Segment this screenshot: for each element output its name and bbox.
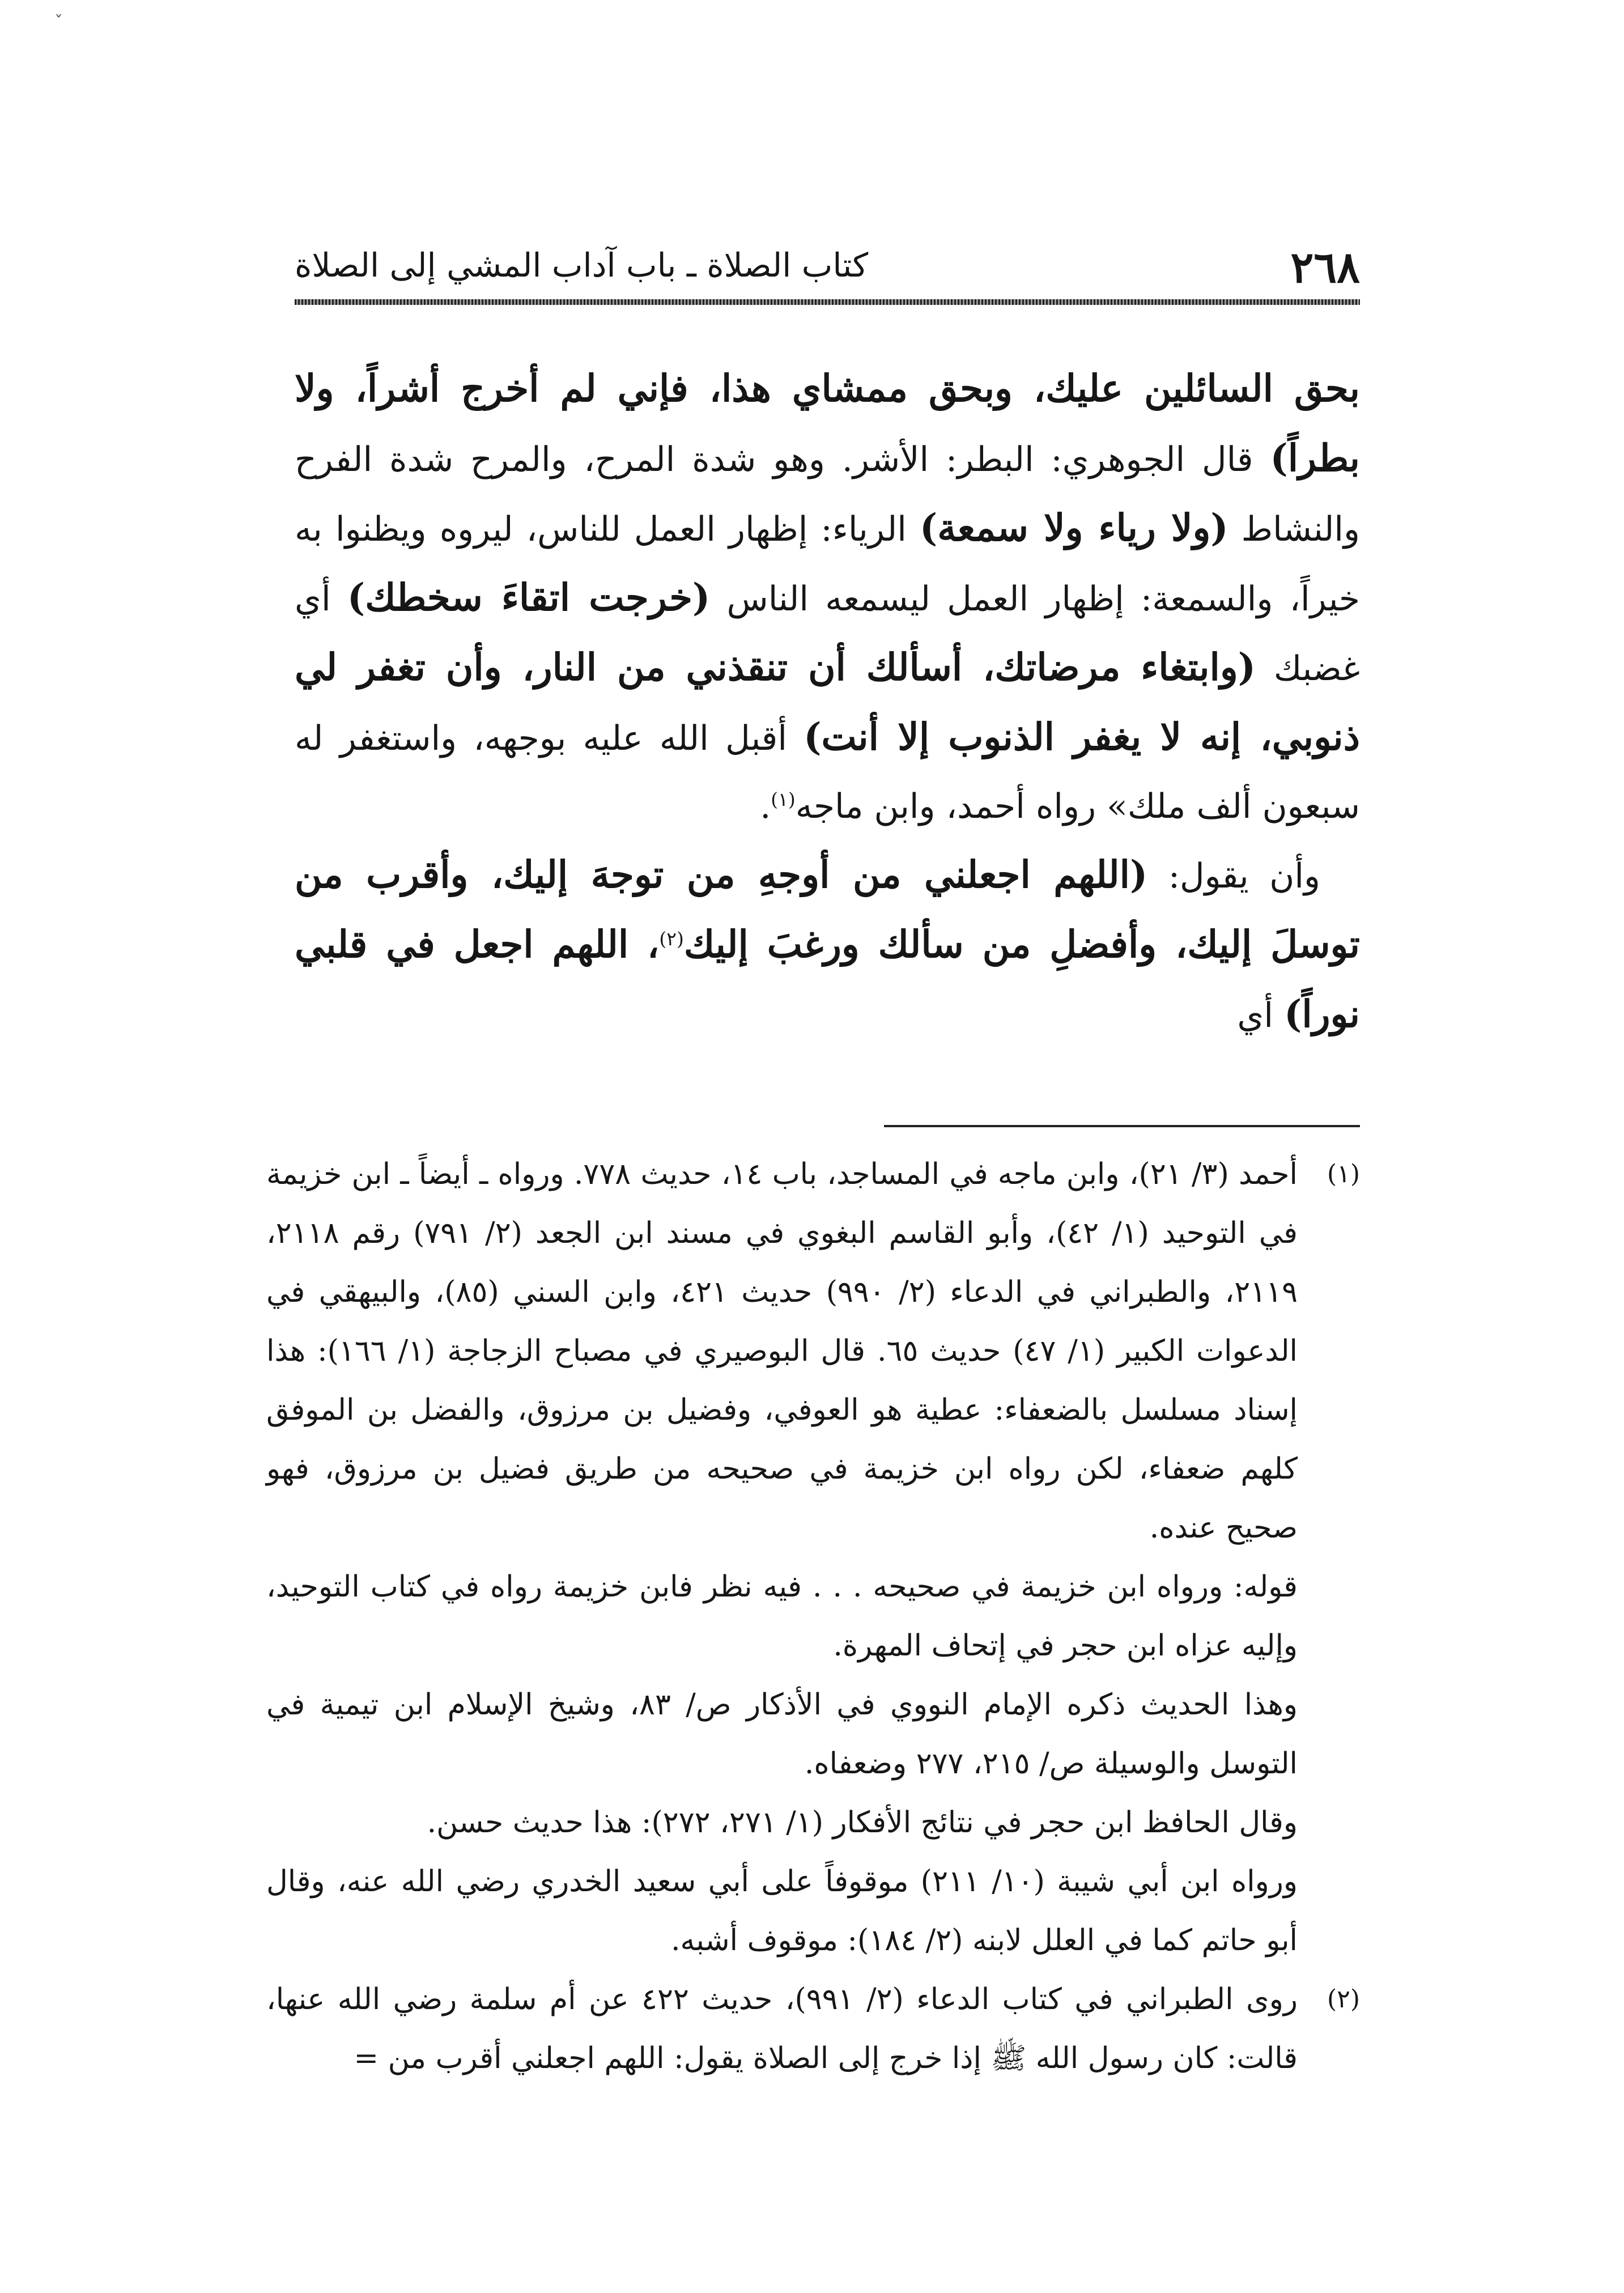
main-text: [295, 354, 1360, 1050]
scan-corner-mark: ˇ: [54, 12, 63, 32]
commentary-text: أقبل الله عليه بوجهه، واستغفر له سبعون ألف ملك» رواه أحمد، وابن ماجه: [295, 719, 1360, 826]
footnote-1: [266, 1145, 1360, 1970]
commentary-text: الرياء: إظهار العمل للناس، ليروه ويظنوا به خيراً، والسمعة: إظهار العمل ليسمعه الناس: [295, 509, 1361, 619]
footnote-paragraph: أحمد (٣/ ٢١)، وابن ماجه في المساجد، باب ١٤، حديث ٧٧٨. ورواه ـ أيضاً ـ ابن خزيمة في التوحيد (١/ ٤٢)، وأبو القاسم البغوي في مسند ابن الجعد (٢/ ٧٩١) رقم ٢١١٨، ٢١١٩، والطبراني في الدعاء (٢/ ٩٩٠) حديث ٤٢١، وابن السني (٨٥)، والبيهقي في الدعوات الكبير (١/ ٤٧) حديث ٦٥. قال البوصيري في مصباح الزجاجة (١/ ١٦٦): هذا إسناد مسلسل بالضعفاء: عطية هو العوفي، وفضيل بن مرزوق، والفضل بن الموفق كلهم ضعفاء، لكن رواه ابن خزيمة في صحيحه من طريق فضيل بن مرزوق، فهو صحيح عنده.: [266, 1157, 1298, 1545]
footnote-ref[interactable]: (٢): [659, 928, 684, 950]
commentary-text: أي: [1237, 996, 1285, 1035]
footnotes: [266, 1145, 1360, 2088]
header-divider: [295, 299, 1360, 305]
footnote-2: [266, 1970, 1360, 2088]
footnote-number: (١): [1327, 1160, 1360, 1188]
page-number: ٢٦٨: [1290, 242, 1360, 292]
commentary-text: قال الجوهري: البطر: الأشر. وهو شدة المرح، والمرح شدة الفرح والنشاط: [295, 440, 1361, 549]
commentary-text: أي غضبك: [295, 579, 1360, 689]
commentary-text: وأن يقول:: [1147, 856, 1320, 896]
quoted-text: (خرجت اتقاءَ سخطك): [347, 575, 711, 619]
footnote-number: (٢): [1327, 1985, 1360, 2014]
quoted-text: بحق السائلين عليك، وبحق ممشاي هذا، فإني لم أخرج أشراً، ولا بطراً): [295, 366, 1360, 480]
footnote-ref[interactable]: (١): [771, 788, 796, 810]
quoted-text: ، اللهم اجعل في قلبي نوراً): [295, 922, 1360, 1036]
footnote-paragraph: قوله: ورواه ابن خزيمة في صحيحه . . . فيه نظر فابن خزيمة رواه في كتاب التوحيد، وإليه عزاه ابن حجر في إتحاف المهرة.: [266, 1570, 1298, 1663]
main-paragraph: [295, 354, 1360, 840]
quoted-text: (وابتغاء مرضاتك، أسألك أن تنقذني من النار، وأن تغفر لي ذنوبي، إنه لا يغفر الذنوب إلا أنت): [295, 645, 1360, 759]
running-title: كتاب الصلاة ـ باب آداب المشي إلى الصلاة: [295, 246, 869, 284]
page-header: [295, 232, 1360, 295]
footnote-paragraph: وقال الحافظ ابن حجر في نتائج الأفكار (١/ ٢٧١، ٢٧٢): هذا حديث حسن.: [427, 1806, 1298, 1840]
footnote-paragraph: ورواه ابن أبي شيبة (١٠/ ٢١١) موقوفاً على أبي سعيد الخدري رضي الله عنه، وقال أبو حاتم كما في العلل لابنه (٢/ ١٨٤): موقوف أشبه.: [266, 1865, 1298, 1957]
footnote-paragraph: روى الطبراني في كتاب الدعاء (٢/ ٩٩١)، حديث ٤٢٢ عن أم سلمة رضي الله عنها، قالت: كان رسول الله ﷺ إذا خرج إلى الصلاة يقول: اللهم اجعلني أقرب من =: [266, 1982, 1298, 2075]
footnote-paragraph: وهذا الحديث ذكره الإمام النووي في الأذكار ص/ ٨٣، وشيخ الإسلام ابن تيمية في التوسل والوسيلة ص/ ٢١٥، ٢٧٧ وضعفاه.: [266, 1688, 1298, 1781]
commentary-text: .: [760, 787, 771, 826]
quoted-text: (ولا رياء ولا سمعة): [920, 506, 1228, 550]
quoted-text: (اللهم اجعلني من أوجهِ من توجهَ إليك، وأقرب من توسلَ إليك، وأفضلِ من سألك ورغبَ إليك: [295, 852, 1360, 966]
footnote-divider: [884, 1125, 1360, 1127]
main-paragraph: [295, 840, 1360, 1050]
